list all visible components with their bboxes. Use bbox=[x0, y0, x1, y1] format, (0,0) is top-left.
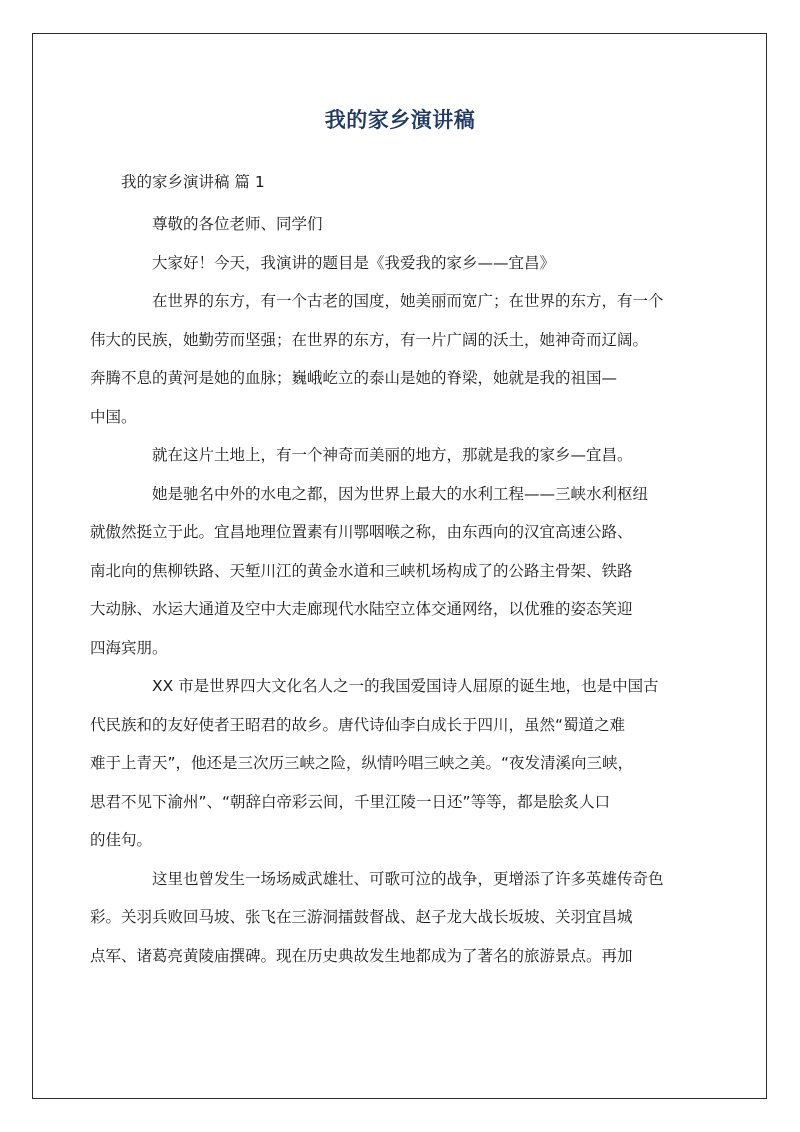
paragraph-line: 伟大的民族，她勤劳而坚强；在世界的东方，有一片广阔的沃土，她神奇而辽阔。 bbox=[90, 330, 649, 349]
paragraph-line: 就在这片土地上，有一个神奇而美丽的地方，那就是我的家乡—宜昌。 bbox=[152, 446, 633, 464]
paragraph-hydropower bbox=[90, 475, 656, 668]
paragraph-line: 的佳句。 bbox=[90, 831, 153, 849]
paragraph-line: 这里也曾发生一场场威武雄壮、可歌可泣的战争，更增添了许多英雄传奇色 bbox=[152, 869, 664, 888]
document-title: 我的家乡演讲稿 bbox=[324, 108, 476, 132]
paragraph-line: 点军、诸葛亮黄陵庙撰碑。现在历史典故发生地都成为了著名的旅游景点。再加 bbox=[90, 946, 633, 965]
paragraph-line: 代民族和的友好使者王昭君的故乡。唐代诗仙李白成长于四川，虽然“蜀道之难 bbox=[90, 715, 626, 734]
paragraph-line: 难于上青天”，他还是三次历三峡之险，纵情吟唱三峡之美。“夜发清溪向三峡， bbox=[90, 754, 634, 772]
document-body bbox=[90, 168, 664, 975]
paragraph-history bbox=[90, 860, 664, 976]
paragraph-line: XX 市是世界四大文化名人之一的我国爱国诗人屈原的诞生地，也是中国古 bbox=[152, 677, 659, 695]
paragraph-line: 彩。关羽兵败回马坡、张飞在三游洞擂鼓督战、赵子龙大战长坂坡、关羽宜昌城 bbox=[90, 908, 633, 926]
paragraph-line: 大家好！今天，我演讲的题目是《我爱我的家乡——宜昌》 bbox=[152, 253, 556, 272]
paragraph-line: 中国。 bbox=[90, 407, 137, 426]
paragraph-motherland bbox=[90, 282, 664, 436]
paragraph-line: 四海宾朋。 bbox=[90, 638, 168, 657]
paragraph-line: 尊敬的各位老师、同学们 bbox=[152, 215, 323, 233]
paragraph-salutation bbox=[121, 205, 656, 244]
paragraph-line: 南北向的焦柳铁路、天堑川江的黄金水道和三峡机场构成了的公路主骨架、铁路 bbox=[90, 561, 633, 580]
paragraph-greeting bbox=[121, 244, 656, 283]
paragraph-line: 她是驰名中外的水电之都，因为世界上最大的水利工程——三峡水利枢纽 bbox=[152, 484, 649, 503]
paragraph-line: 思君不见下渝州”、“朝辞白帝彩云间，千里江陵一日还”等等，都是脍炙人口 bbox=[90, 792, 611, 811]
paragraph-line: 在世界的东方，有一个古老的国度，她美丽而宽广；在世界的东方，有一个 bbox=[152, 292, 664, 310]
paragraph-line: 奔腾不息的黄河是她的血脉；巍峨屹立的泰山是她的脊梁，她就是我的祖国— bbox=[90, 369, 618, 387]
section-heading: 我的家乡演讲稿 篇 1 bbox=[121, 173, 265, 191]
paragraph-line: 就傲然挺立于此。宜昌地理位置素有川鄂咽喉之称，由东西向的汉宜高速公路、 bbox=[90, 523, 633, 541]
paragraph-line: 大动脉、水运大通道及空中大走廊现代水陆空立体交通网络，以优雅的姿态笑迎 bbox=[90, 600, 633, 618]
paragraph-culture bbox=[90, 667, 659, 860]
paragraph-hometown bbox=[121, 436, 656, 475]
